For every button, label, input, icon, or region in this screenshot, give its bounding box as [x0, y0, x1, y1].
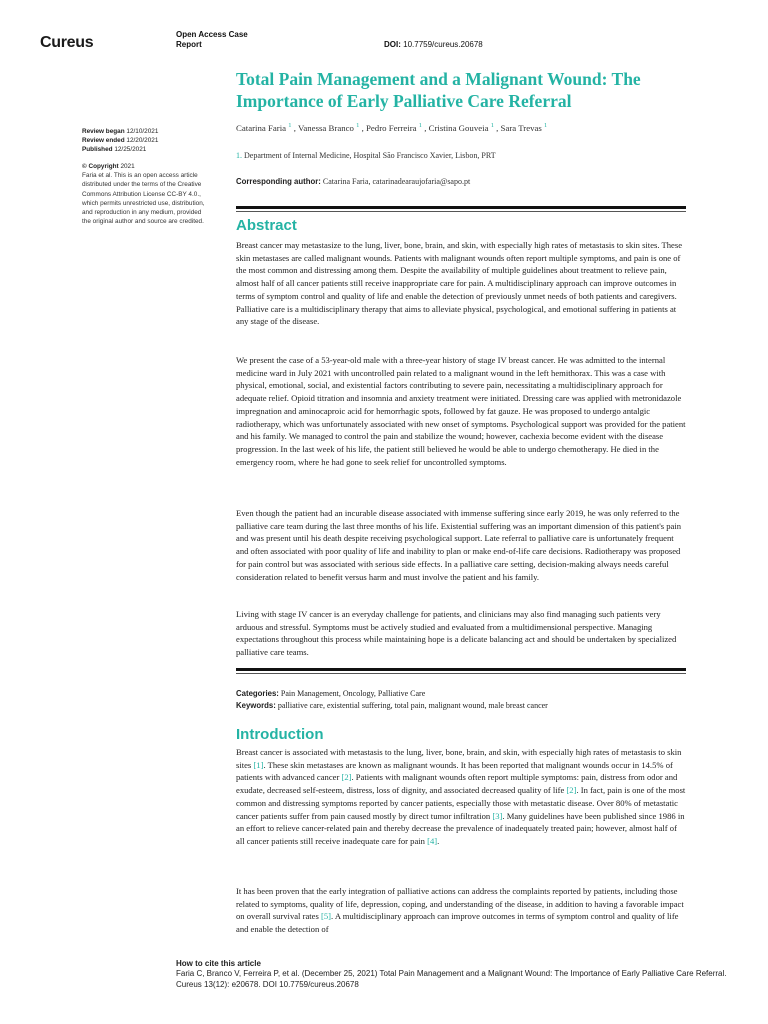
author[interactable]: Pedro Ferreira $^1$ [366, 122, 423, 133]
introduction-paragraph: It has been proven that the early integration of palliative actions can address the complaints reported by patients, including those related to symptoms, quality of life, depression, coping, and understanding of the disease, in addition to having a favorable impact on overall survival rates [5]. A multidisciplinary approach can improve outcomes in terms of symptom control and quality of life and enable the detection of [236, 886, 684, 935]
section-divider [236, 211, 686, 212]
cureus-logo: Cureus [40, 34, 94, 51]
doi-value[interactable]: 10.7759/cureus.20678 [403, 40, 483, 49]
author[interactable]: Sara Trevas $^1$ [500, 122, 548, 133]
abstract-heading: Abstract [236, 217, 297, 234]
published-date: Published 12/25/2021 [82, 146, 147, 154]
corresponding-author-contact[interactable]: Catarina Faria, catarinadearaujofaria@sapo.pt [322, 177, 471, 186]
introduction-paragraph: Breast cancer is associated with metastasis to the lung, liver, bone, brain, and skin, with especially high rates of metastasis to skin sites [1]. These skin metastases are known as malignant wounds. It has been reported that malignant wounds occur in 14.5% of patients with advanced cancer [2]. Patients with malignant wounds often report multiple symptoms: pain, distress from odor and exudate, decreased self-esteem, distress, loss of dignity, and associated decreased quality of life [2]. In fact, pain is one of the most common and distressing symptoms reported by cancer patients, especially those with metastatic disease. Over 80% of metastatic cancer patients suffer from pain caused mostly by direct tumor infiltration [3]. Many guidelines have been published since 1986 in an effort to relieve cancer-related pain and thereby decrease the prevalence of inadequately treated pain; however, almost half of all cancer patients still receive inadequate care for pain [4]. [236, 747, 686, 846]
author-list: Catarina Faria $^1$ , Vanessa Branco $^1$ , Pedro Ferreira $^1$ , Cristina Gouveia $^1$ , Sara Trevas $^1$ [236, 122, 548, 133]
citation-heading: How to cite this article [176, 959, 261, 968]
section-divider [236, 668, 686, 671]
reference-link[interactable]: [1] [253, 759, 264, 770]
abstract-paragraph: Even though the patient had an incurable disease associated with immense suffering since early 2019, he was only referred to the palliative care team during the last three months of his life. Existential suffering was an important dimension of this patient's pain and was present until his death despite receiving psychological support. Late referral to palliative care is unfortunately frequent and often associated with poor quality of life and inability to plan or make end-of-life care decisions. Radiotherapy was proposed for pain control but was associated with serious side effects. In a palliative care setting, decision-making always needs careful consideration related to benefit versus harm and must involve the patient and his family. [236, 508, 682, 582]
doi-label: DOI: [384, 40, 401, 49]
review-ended: Review ended 12/20/2021 [82, 137, 159, 145]
introduction-heading: Introduction [236, 726, 324, 743]
citation-text: Faria C, Branco V, Ferreira P, et al. (December 25, 2021) Total Pain Management and a Malignant Wound: The Importance of Early Palliative Care Referral. Cureus 13(12): e20678. DOI 10.7759/cureus.20678 [176, 969, 727, 989]
article-type: Open Access Case Report [176, 30, 248, 49]
reference-link[interactable]: [5] [320, 911, 331, 922]
abstract-paragraph: We present the case of a 53-year-old male with a three-year history of stage IV breast cancer. He was admitted to the internal medicine ward in July 2021 with uncontrolled pain related to a malignant wound in the left hemithorax. This was a case with physical, emotional, social, and existential factors contributing to severe pain, necessitating a multidisciplinary approach for adequate relief. Opioid titration and insomnia and anxiety treatment were initiated. Dressing care was applied with metronidazole impregnation and aminocaproic acid for hemorrhagic spots, followed by fat gauze. He was proposed to undergo antalgic radiotherapy, which was unfortunately associated with new onset of symptoms. Psychological support was provided for the patient and his family. We managed to control the pain and stabilize the wound; however, cachexia become evident with the disease progression. In the last week of his life, the patient still believed he would be able to undergo chemotherapy. He died in the emergency room, where he had gone to seek relief for uncontrolled symptoms. [236, 355, 686, 467]
reference-link[interactable]: [4] [427, 835, 438, 846]
review-began: Review began 12/10/2021 [82, 128, 159, 135]
publication-sidebar [82, 127, 222, 226]
section-divider [236, 673, 686, 674]
license-text: Faria et al. This is an open access article distributed under the terms of the Creative Commons Attribution License CC-BY 4.0., which permits unrestricted use, distribution, and reproduction in any medium, provided the original author and source are credited. [82, 172, 205, 225]
article-title: Total Pain Management and a Malignant Wound: The Importance of Early Palliative Care Referral [236, 69, 641, 111]
author[interactable]: Cristina Gouveia $^1$ [428, 122, 494, 133]
reference-link[interactable]: [2] [566, 785, 577, 796]
abstract-paragraph: Living with stage IV cancer is an everyday challenge for patients, and clinicians may also find managing such patients very arduous and stressful. Symptoms must be actively studied and evaluated from a multidimensional perspective. Managing expectations throughout this process while maintaining hope is a delicate balancing act and should be undertaken by specialized palliative care teams. [236, 609, 677, 658]
copyright: © Copyright 2021 [82, 163, 135, 171]
author[interactable]: Vanessa Branco $^1$ [297, 122, 360, 133]
categories: Categories: Pain Management, Oncology, Palliative Care [236, 689, 426, 698]
reference-link[interactable]: [2] [341, 772, 352, 783]
doi [384, 40, 483, 49]
author[interactable]: Catarina Faria $^1$ [236, 122, 292, 133]
corresponding-author: Corresponding author: Catarina Faria, catarinadearaujofaria@sapo.pt [236, 177, 471, 186]
reference-link[interactable]: [3] [492, 810, 503, 821]
abstract-paragraph: Breast cancer may metastasize to the lung, liver, bone, brain, and skin, with especially high rates of metastasis to skin sites. These skin metastases are called malignant wounds. Patients with malignant wounds often report multiple symptoms, and pain is one of the most common and distressing among them. Despite the availability of multiple guidelines about treatment to relieve pain, almost half of all cancer patients still receive inappropriate care for pain. A multidisciplinary approach can improve outcomes in terms of symptom control and quality of life and enable the detection of previously unmet needs of both patients and caregivers. Palliative care is a multidisciplinary therapy that aims to alleviate physical, psychological, and emotional suffering in patients at any stage of the disease. [236, 240, 683, 327]
categories-keywords [236, 688, 686, 712]
affiliation: 1. Department of Internal Medicine, Hospital São Francisco Xavier, Lisbon, PRT [236, 151, 496, 160]
keywords: Keywords: palliative care, existential suffering, total pain, malignant wound, male breast cancer [236, 701, 548, 710]
citation-footer [176, 959, 746, 990]
section-divider [236, 206, 686, 209]
